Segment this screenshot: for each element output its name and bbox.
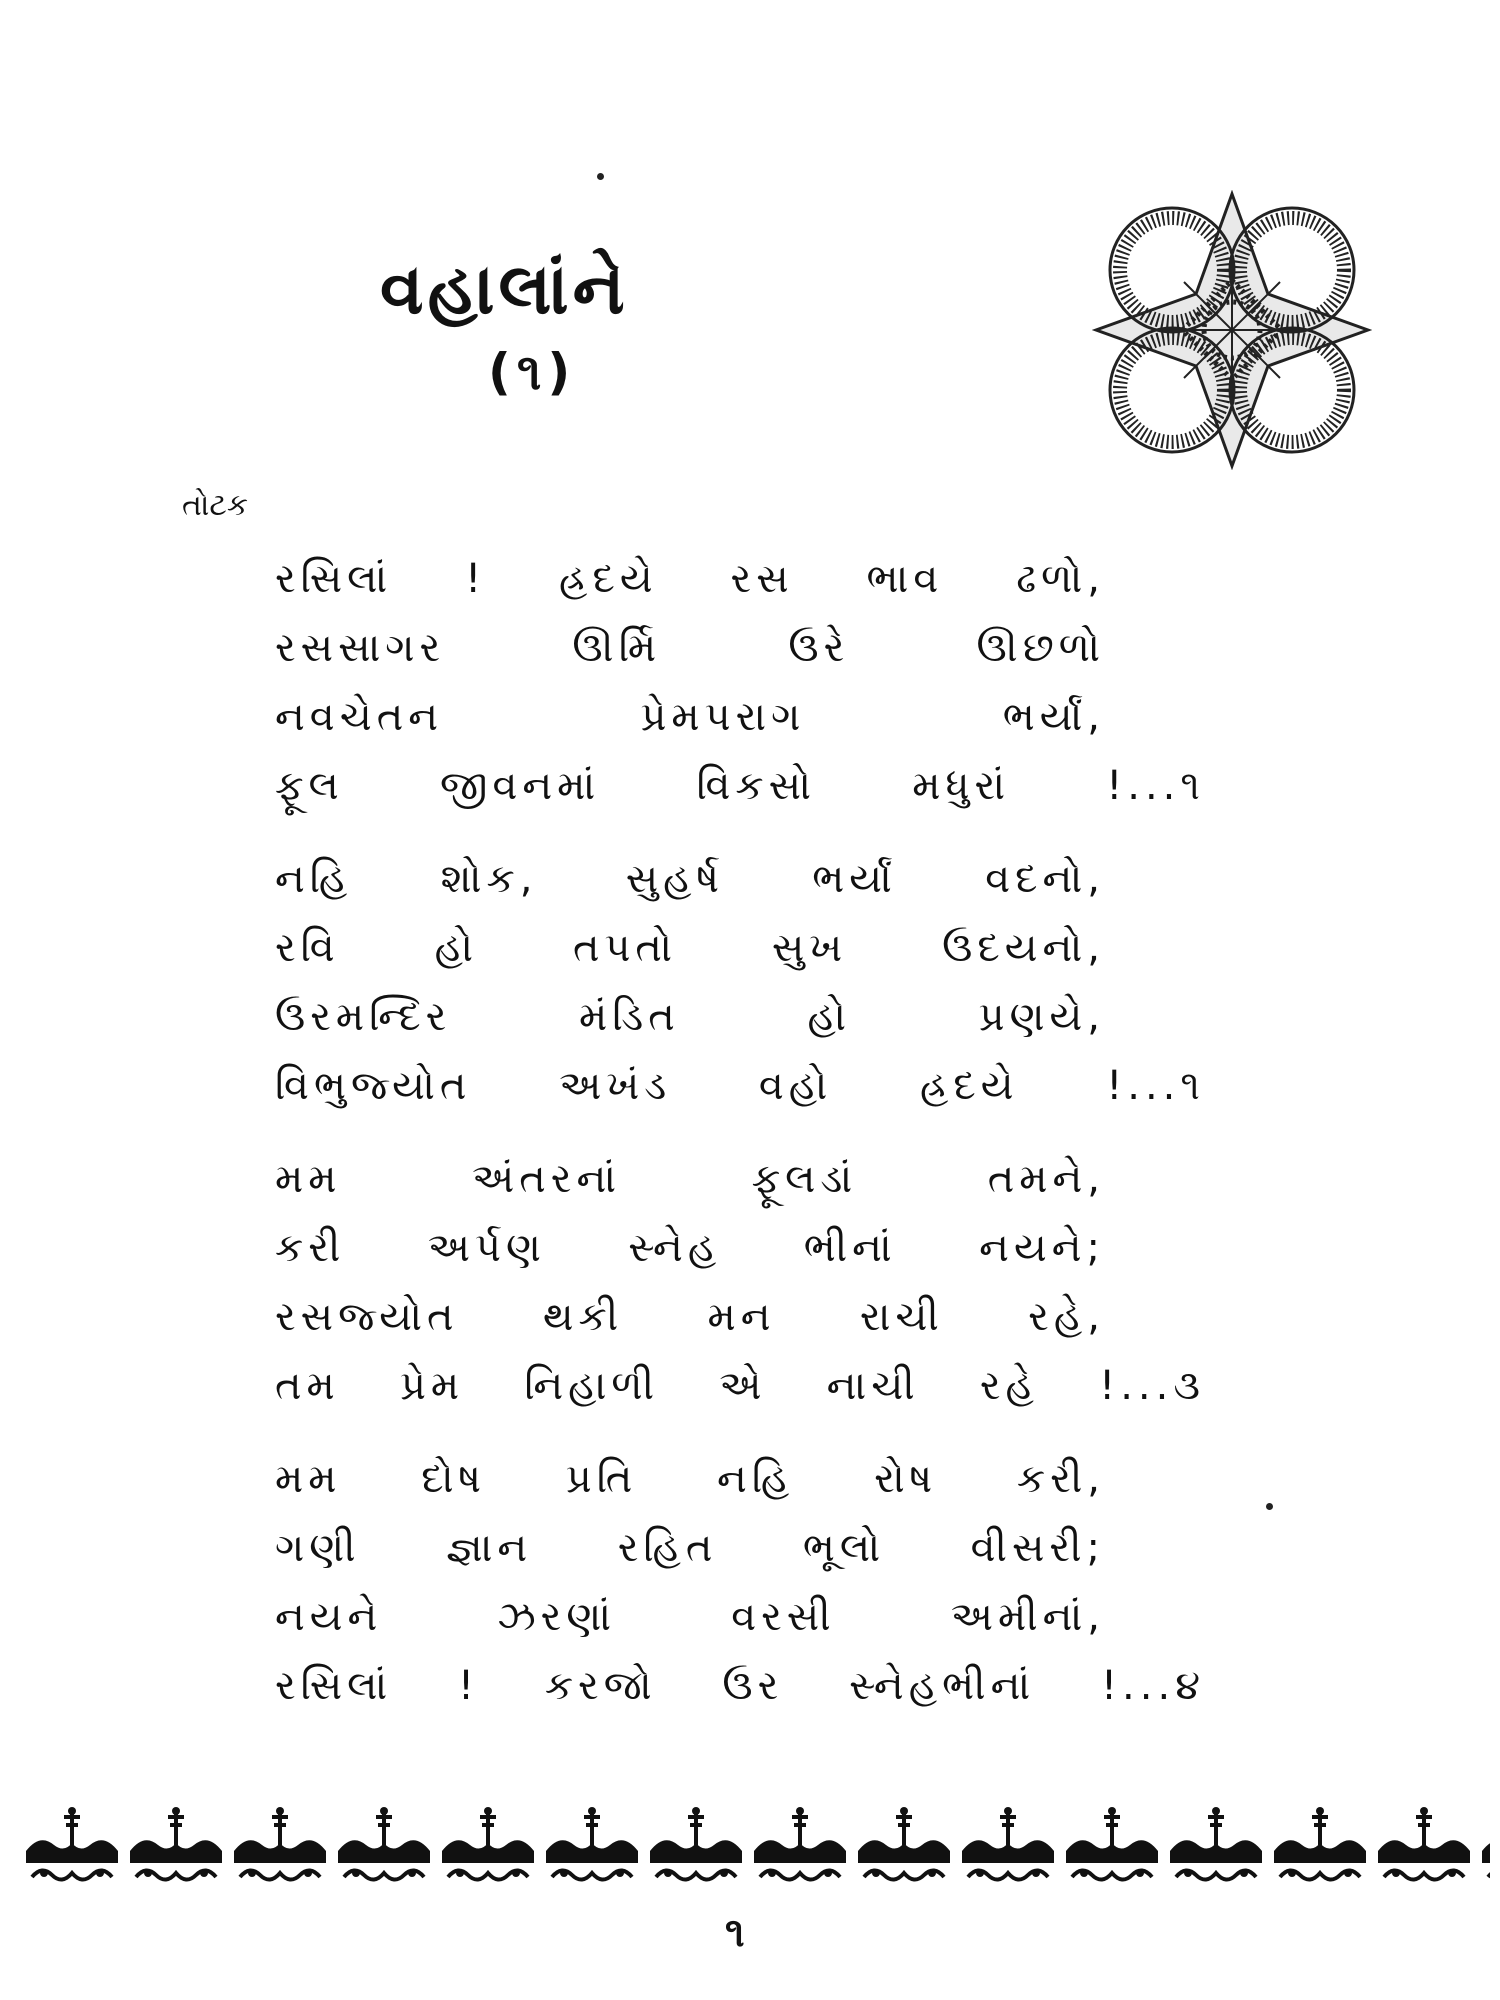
- poem-title: વહાલાંને: [380, 248, 629, 330]
- stanza: [275, 845, 1235, 1121]
- verse-line: મમ દોષ પ્રતિ નહિ રોષ કરી,: [275, 1456, 1105, 1502]
- verse-line: નવચેતન પ્રેમપરાગ ભર્યાં,: [275, 694, 1105, 740]
- verse-line: કરી અર્પણ સ્નેહ ભીનાં નયને;: [275, 1225, 1105, 1271]
- verse-line: ગણી જ્ઞાન રહિત ભૂલો વીસરી;: [275, 1525, 1105, 1571]
- stanza: [275, 1445, 1235, 1721]
- verse-line: રસસાગર ઊર્મિ ઉરે ઊછળો: [275, 625, 1105, 671]
- verse-line: તમ પ્રેમ નિહાળી એ નાચી રહે !...૩: [275, 1363, 1205, 1409]
- verse-line: રસિલાં ! કરજો ઉર સ્નેહભીનાં !...૪: [275, 1663, 1205, 1709]
- print-speck: [1266, 1503, 1273, 1510]
- verse-line: નયને ઝરણાં વરસી અમીનાં,: [275, 1594, 1105, 1640]
- verse-line: રસિલાં ! હ્રદયે રસ ભાવ ઢળો,: [275, 556, 1105, 602]
- print-speck: [597, 173, 604, 180]
- stanza: [275, 545, 1235, 821]
- meter-label: તોટક: [182, 488, 249, 523]
- poem-body: [275, 545, 1235, 1745]
- floral-ornament-icon: [1092, 190, 1372, 470]
- page-number: ૧: [725, 1910, 745, 1956]
- verse-line: રવિ હો તપતો સુખ ઉદયનો,: [275, 925, 1105, 971]
- decorative-border: [20, 1805, 1490, 1890]
- verse-line: રસજ્યોત થકી મન રાચી રહે,: [275, 1294, 1105, 1340]
- poem-number: (૧): [488, 343, 577, 401]
- verse-line: નહિ શોક, સુહર્ષ ભર્યાં વદનો,: [275, 856, 1105, 902]
- stanza: [275, 1145, 1235, 1421]
- verse-line: ઉરમન્દિર મંડિત હો પ્રણયે,: [275, 994, 1105, 1040]
- verse-line: વિભુજ્યોત અખંડ વહો હ્રદયે !...૧: [275, 1063, 1205, 1109]
- verse-line: ફૂલ જીવનમાં વિકસો મધુરાં !...૧: [275, 763, 1205, 809]
- verse-line: મમ અંતરનાં ફૂલડાં તમને,: [275, 1156, 1105, 1202]
